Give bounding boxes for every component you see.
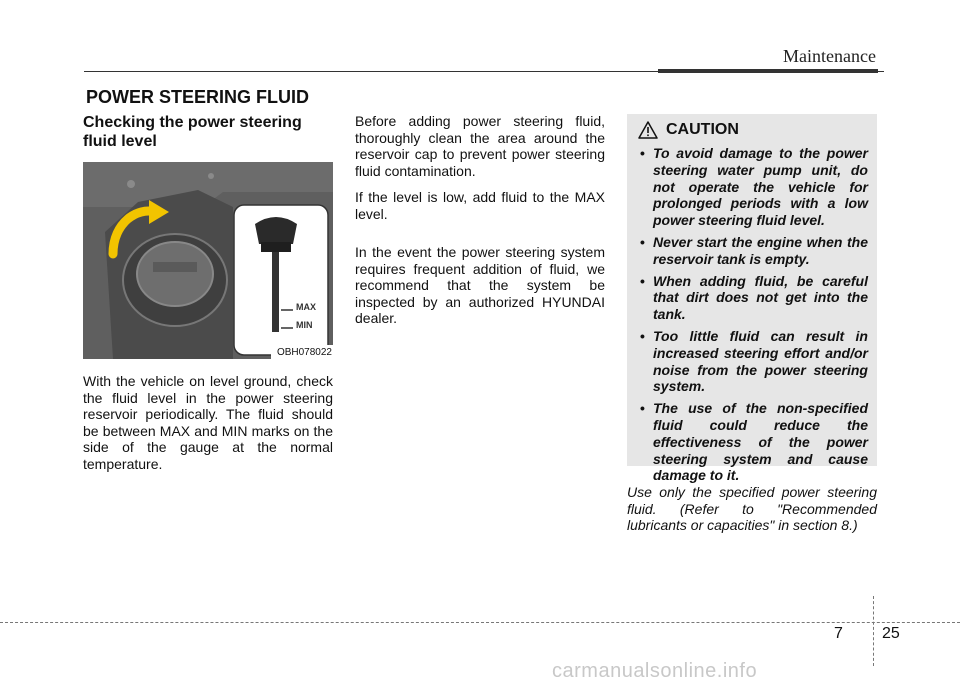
column-1 bbox=[83, 113, 333, 472]
caution-header bbox=[638, 121, 739, 139]
body-paragraph: With the vehicle on level ground, check the fluid level in the power steering reservoir periodically. The fluid should be between MAX and MIN marks on the side of the gauge at the normal temperature. bbox=[83, 373, 333, 472]
footer-rule bbox=[0, 622, 960, 623]
caution-title: CAUTION bbox=[666, 121, 739, 138]
caution-list bbox=[640, 145, 868, 489]
caution-box bbox=[627, 114, 877, 484]
fluid-note: Use only the specified power steering fluid. (Refer to "Recommended lubricants or capacities" in section 8.) bbox=[627, 484, 877, 533]
watermark-text: carmanualsonline.info bbox=[552, 660, 758, 682]
chapter-number: 7 bbox=[834, 625, 843, 642]
header-rule-accent bbox=[658, 69, 878, 73]
caution-item: • Too little fluid can result in increased steering effort and/or noise from the power steering system. bbox=[640, 328, 868, 395]
page-number: 25 bbox=[882, 625, 900, 642]
gauge-max-label: MAX bbox=[296, 302, 316, 312]
section-title: Maintenance bbox=[783, 46, 876, 66]
body-paragraph: In the event the power steering system requires frequent addition of fluid, we recommend that the system be inspected by an authorized HYUNDAI dealer. bbox=[355, 244, 605, 326]
caution-item: • Never start the engine when the reservoir tank is empty. bbox=[640, 234, 868, 268]
body-paragraph: Before adding power steering fluid, thoroughly clean the area around the reservoir cap to prevent power steering fluid contamination. bbox=[355, 113, 605, 179]
figure-caption: OBH078022 bbox=[271, 345, 333, 359]
gauge-min-label: MIN bbox=[296, 320, 313, 330]
caution-item: • The use of the non-specified fluid could reduce the effectiveness of the power steering system and cause damage to it. bbox=[640, 400, 868, 484]
footer-divider bbox=[873, 596, 874, 666]
caution-item: • To avoid damage to the power steering water pump unit, do not operate the vehicle for prolonged periods with a low power steering fluid level. bbox=[640, 145, 868, 229]
caution-item: • When adding fluid, be careful that dirt does not get into the tank. bbox=[640, 273, 868, 323]
column-2 bbox=[355, 113, 605, 337]
subsection-title: Checking the power steering fluid level bbox=[83, 114, 302, 150]
body-paragraph: If the level is low, add fluid to the MAX level. bbox=[355, 189, 605, 222]
topic-title: POWER STEERING FLUID bbox=[86, 87, 310, 107]
reservoir-figure bbox=[83, 162, 333, 359]
warning-triangle-icon bbox=[638, 121, 658, 139]
